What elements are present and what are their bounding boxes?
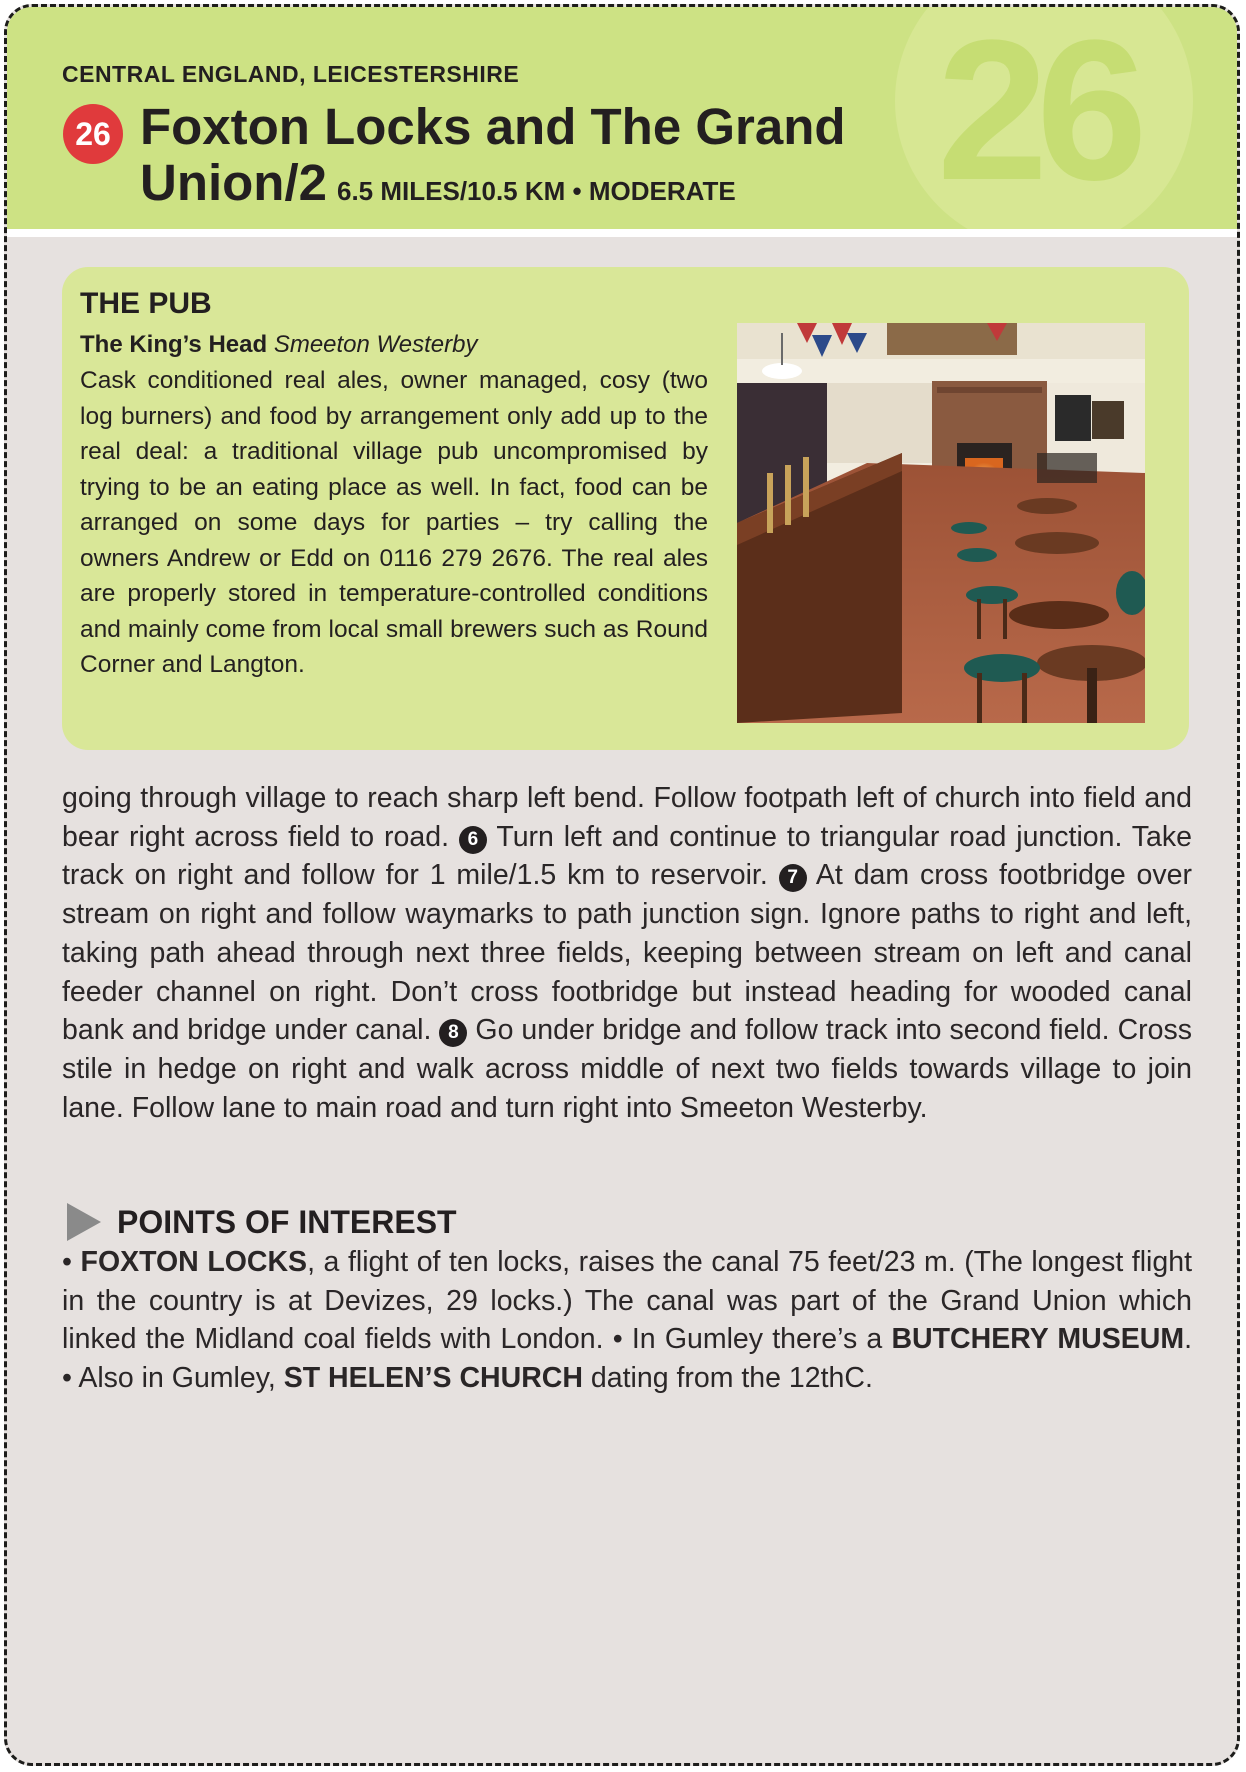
- waypoint-7-marker: 7: [779, 864, 807, 892]
- route-text-part3: At dam cross footbridge over stream on right and follow waymarks to path junction sign. Ignore paths to right and left, taking path ahead through next three fields, keeping between stream on left and canal feeder channel on right. Don’t cross footbridge but instead heading for wooded canal bank and bridge under canal.: [62, 859, 1193, 1047]
- triangle-bullet-icon: [67, 1203, 101, 1241]
- pub-interior-photo: [737, 323, 1145, 723]
- route-text-part1: going through village to reach sharp left bend. Follow footpath left of church into field and bear right across field to road.: [62, 782, 1192, 853]
- poi-text-part3: dating from the 12thC.: [582, 1362, 873, 1395]
- poi-st-helens-church: ST HELEN’S CHURCH: [283, 1362, 583, 1395]
- pub-name-line: [80, 331, 477, 359]
- route-directions: [62, 779, 1192, 1127]
- poi-butchery-museum: BUTCHERY MUSEUM: [891, 1323, 1185, 1356]
- walk-title-line2: [140, 155, 736, 211]
- poi-text-part1: , a flight of ten locks, raises the canal 75 feet/23 m. (The longest flight in the country is at Devizes, 29 locks.) The canal was part of the Grand Union which linked the Midland coal fields with London. • In Gumley there’s a: [62, 1246, 1192, 1356]
- route-number-badge: 26: [63, 104, 123, 164]
- route-text-part4: Go under bridge and follow track into second field. Cross stile in hedge on right and walk across middle of next two fields towards village to join lane. Follow lane to main road and turn right into Smeeton Westerby.: [62, 1014, 1192, 1124]
- walk-card: [4, 4, 1240, 1766]
- page-header: [7, 7, 1237, 237]
- poi-foxton-locks: FOXTON LOCKS: [80, 1246, 308, 1278]
- walk-distance-difficulty: 6.5 MILES/10.5 KM • MODERATE: [337, 176, 736, 206]
- pub-heading: THE PUB: [80, 287, 212, 320]
- pub-panel: [62, 267, 1189, 750]
- walk-title-line2-text: Union/2: [140, 154, 327, 211]
- poi-text-part2: . • Also in Gumley,: [62, 1323, 1192, 1395]
- points-of-interest-heading: [67, 1203, 457, 1241]
- pub-description: Cask conditioned real ales, owner managed, cosy (two log burners) and food by arrangement only add up to the real deal: a traditional village pub uncompromised by trying to be an eating place as well. In fact, food can be arranged on some days for parties – try calling the owners Andrew or Edd on 0116 279 2676. The real ales are properly stored in temperature-controlled conditions and mainly come from local small brewers such as Round Corner and Langton.: [80, 367, 708, 678]
- pub-location: Smeeton Westerby: [273, 331, 478, 358]
- route-text-part2: Turn left and continue to triangular road junction. Take track on right and follow for 1 mile/1.5 km to reservoir.: [62, 820, 1192, 892]
- points-of-interest-text: [62, 1243, 1192, 1398]
- walk-title-line1: Foxton Locks and The Grand: [140, 98, 846, 155]
- waypoint-6-marker: 6: [459, 826, 487, 854]
- points-of-interest-title: POINTS OF INTEREST: [117, 1203, 457, 1240]
- waypoint-8-marker: 8: [439, 1019, 467, 1047]
- poi-bullet: •: [62, 1246, 81, 1278]
- region-label: CENTRAL ENGLAND, LEICESTERSHIRE: [62, 61, 520, 87]
- route-number-watermark: 26: [937, 7, 1136, 222]
- pub-name: The King’s Head: [80, 331, 268, 358]
